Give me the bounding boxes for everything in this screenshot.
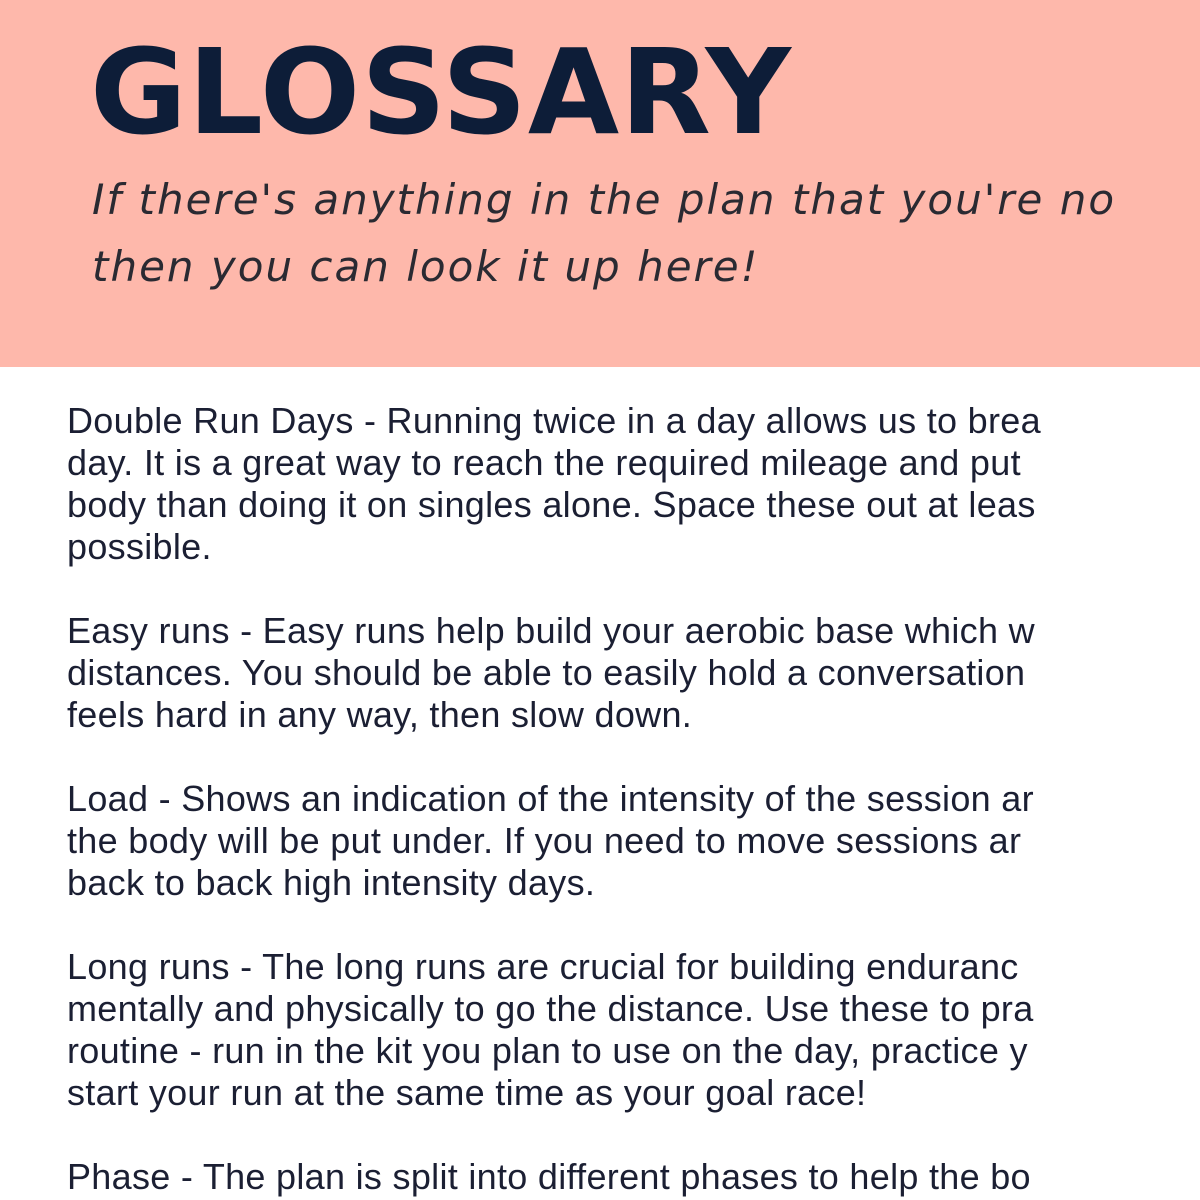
header-banner [0,0,1200,367]
definition-text: routine - run in the kit you plan to use on the day, practice y [67,1030,1028,1071]
glossary-body [0,367,1200,1200]
definition-text: possible. [67,526,212,567]
definition-text: - The long runs are crucial for building enduranc [229,946,1019,987]
glossary-entry-phase [67,1156,1200,1198]
definition-text: start your run at the same time as your goal race! [67,1072,867,1113]
subtitle-line-1: If there's anything in the plan that you're no [92,175,1117,224]
definition-text: - The plan is split into different phases to help the bo [170,1156,1031,1197]
subtitle-line-2: then you can look it up here! [92,242,760,291]
glossary-entry-long-runs [67,946,1200,1114]
definition-text: - Running twice in a day allows us to brea [353,400,1041,441]
glossary-entry-load [67,778,1200,904]
entry-line [67,778,1200,820]
entry-line [67,400,1200,442]
definition-text: body than doing it on singles alone. Space these out at leas [67,484,1036,525]
glossary-term: Long runs [67,946,230,987]
definition-text: back to back high intensity days. [67,862,596,903]
definition-text: - Easy runs help build your aerobic base which w [229,610,1035,651]
entry-line [67,610,1200,652]
definition-text: distances. You should be able to easily hold a conversation [67,652,1026,693]
definition-text: the body will be put under. If you need to move sessions ar [67,820,1022,861]
definition-text: feels hard in any way, then slow down. [67,694,693,735]
glossary-entry-easy-runs [67,610,1200,736]
glossary-term: Phase [67,1156,171,1197]
entry-line [67,946,1200,988]
definition-text: - Shows an indication of the intensity of the session ar [148,778,1034,819]
definition-text: day. It is a great way to reach the required mileage and put [67,442,1021,483]
glossary-term: Double Run Days [67,400,354,441]
glossary-term: Easy runs [67,610,230,651]
glossary-entry-double-run-days [67,400,1200,568]
glossary-term: Load [67,778,149,819]
entry-line [67,1156,1200,1198]
page-title: GLOSSARY [90,23,792,161]
definition-text: mentally and physically to go the distance. Use these to pra [67,988,1034,1029]
